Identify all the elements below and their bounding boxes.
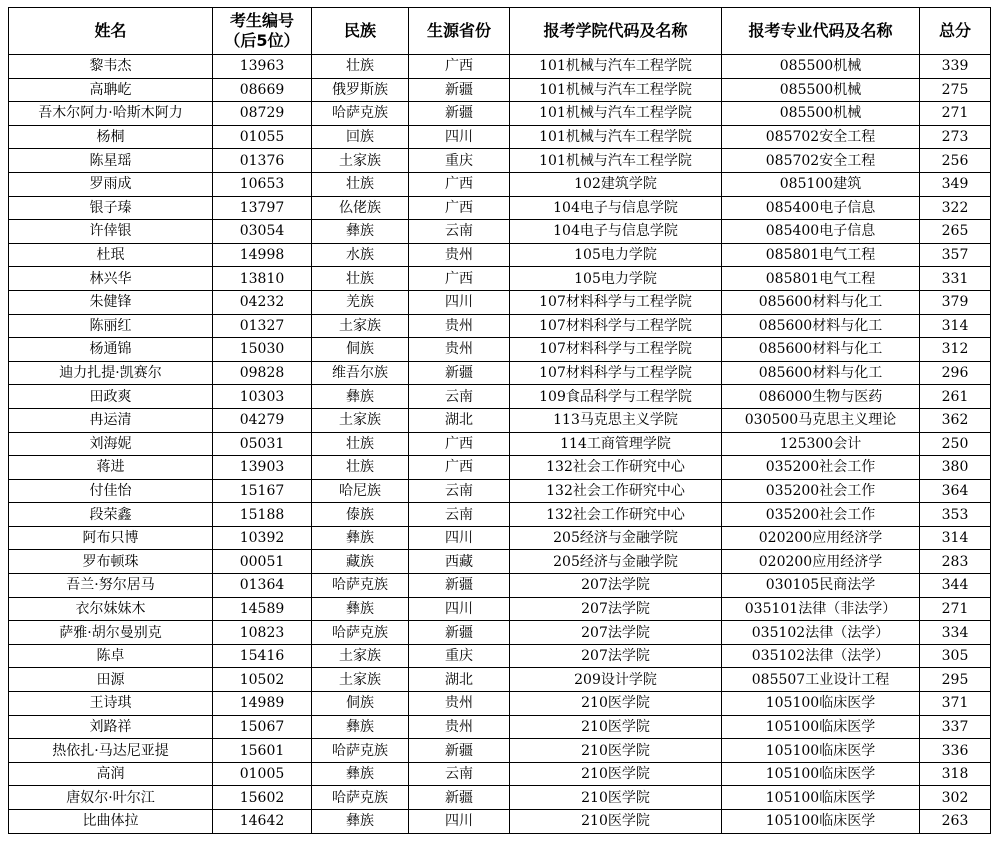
cell-ethnicity: 哈萨克族 [312,621,409,645]
cell-exam-number: 09828 [213,361,312,385]
cell-exam-number: 10392 [213,526,312,550]
cell-name: 高聃屹 [9,78,213,102]
cell-name: 陈星瑶 [9,149,213,173]
cell-score: 379 [920,290,991,314]
cell-exam-number: 08669 [213,78,312,102]
table-row [9,408,991,432]
table-row [9,125,991,149]
cell-exam-number: 15601 [213,739,312,763]
cell-major: 105100临床医学 [722,692,920,716]
cell-name: 阿布只博 [9,526,213,550]
table-row [9,786,991,810]
table-row [9,196,991,220]
cell-province: 云南 [409,762,510,786]
cell-score: 334 [920,621,991,645]
cell-exam-number: 05031 [213,432,312,456]
table-row [9,762,991,786]
cell-ethnicity: 回族 [312,125,409,149]
cell-province: 广西 [409,172,510,196]
cell-name: 段荣鑫 [9,503,213,527]
cell-major: 085500机械 [722,55,920,79]
cell-name: 林兴华 [9,267,213,291]
cell-college: 102建筑学院 [510,172,722,196]
table-row [9,597,991,621]
table-row [9,810,991,834]
cell-ethnicity: 壮族 [312,432,409,456]
cell-ethnicity: 土家族 [312,668,409,692]
cell-province: 四川 [409,125,510,149]
cell-name: 比曲体拉 [9,810,213,834]
cell-major: 105100临床医学 [722,715,920,739]
cell-name: 杜珉 [9,243,213,267]
cell-name: 田源 [9,668,213,692]
cell-ethnicity: 彝族 [312,597,409,621]
table-row [9,668,991,692]
cell-exam-number: 01327 [213,314,312,338]
cell-name: 吾兰·努尔居马 [9,574,213,598]
cell-exam-number: 15067 [213,715,312,739]
cell-ethnicity: 藏族 [312,550,409,574]
table-row [9,692,991,716]
cell-exam-number: 08729 [213,102,312,126]
cell-major: 020200应用经济学 [722,550,920,574]
table-row [9,456,991,480]
cell-ethnicity: 壮族 [312,172,409,196]
cell-exam-number: 04279 [213,408,312,432]
cell-name: 刘路祥 [9,715,213,739]
table-row [9,172,991,196]
cell-name: 黎韦杰 [9,55,213,79]
cell-major: 085801电气工程 [722,243,920,267]
cell-name: 杨通锦 [9,338,213,362]
table-header-row [9,8,991,55]
table-row [9,78,991,102]
header-name: 姓名 [9,8,213,55]
cell-province: 新疆 [409,361,510,385]
cell-score: 353 [920,503,991,527]
cell-major: 030500马克思主义理论 [722,408,920,432]
cell-score: 314 [920,314,991,338]
cell-province: 贵州 [409,692,510,716]
cell-exam-number: 15602 [213,786,312,810]
cell-ethnicity: 哈萨克族 [312,574,409,598]
table-row [9,149,991,173]
cell-major: 085600材料与化工 [722,361,920,385]
cell-name: 萨雅·胡尔曼别克 [9,621,213,645]
cell-exam-number: 14989 [213,692,312,716]
cell-ethnicity: 彝族 [312,526,409,550]
cell-major: 030105民商法学 [722,574,920,598]
table-row [9,385,991,409]
cell-college: 107材料科学与工程学院 [510,290,722,314]
cell-name: 银子瑧 [9,196,213,220]
cell-score: 295 [920,668,991,692]
cell-college: 113马克思主义学院 [510,408,722,432]
cell-province: 广西 [409,196,510,220]
cell-college: 101机械与汽车工程学院 [510,125,722,149]
cell-province: 云南 [409,503,510,527]
cell-major: 085600材料与化工 [722,338,920,362]
cell-score: 339 [920,55,991,79]
cell-exam-number: 04232 [213,290,312,314]
cell-major: 085507工业设计工程 [722,668,920,692]
cell-name: 付佳怡 [9,479,213,503]
admission-list-table [8,7,991,834]
cell-exam-number: 14642 [213,810,312,834]
cell-score: 314 [920,526,991,550]
cell-name: 唐奴尔·叶尔江 [9,786,213,810]
cell-exam-number: 15030 [213,338,312,362]
table-body [9,55,991,834]
cell-exam-number: 10502 [213,668,312,692]
cell-score: 265 [920,220,991,244]
cell-ethnicity: 壮族 [312,267,409,291]
cell-province: 西藏 [409,550,510,574]
cell-province: 广西 [409,55,510,79]
cell-exam-number: 01364 [213,574,312,598]
cell-exam-number: 13797 [213,196,312,220]
table-row [9,361,991,385]
cell-college: 210医学院 [510,762,722,786]
cell-major: 085600材料与化工 [722,290,920,314]
cell-score: 331 [920,267,991,291]
cell-name: 刘海妮 [9,432,213,456]
table-row [9,644,991,668]
table-row [9,338,991,362]
admission-table-container [8,7,991,834]
header-ethnicity: 民族 [312,8,409,55]
cell-college: 101机械与汽车工程学院 [510,78,722,102]
cell-ethnicity: 彝族 [312,220,409,244]
cell-ethnicity: 土家族 [312,314,409,338]
header-college: 报考学院代码及名称 [510,8,722,55]
cell-province: 广西 [409,267,510,291]
cell-score: 283 [920,550,991,574]
header-major: 报考专业代码及名称 [722,8,920,55]
cell-major: 085600材料与化工 [722,314,920,338]
cell-score: 344 [920,574,991,598]
cell-score: 364 [920,479,991,503]
cell-score: 271 [920,597,991,621]
cell-exam-number: 01005 [213,762,312,786]
table-row [9,432,991,456]
cell-major: 105100临床医学 [722,786,920,810]
cell-college: 105电力学院 [510,243,722,267]
cell-college: 101机械与汽车工程学院 [510,102,722,126]
cell-name: 陈卓 [9,644,213,668]
cell-score: 302 [920,786,991,810]
cell-college: 210医学院 [510,739,722,763]
cell-ethnicity: 壮族 [312,456,409,480]
cell-province: 贵州 [409,715,510,739]
cell-name: 罗雨成 [9,172,213,196]
cell-name: 罗布顿珠 [9,550,213,574]
cell-score: 305 [920,644,991,668]
cell-score: 337 [920,715,991,739]
cell-province: 四川 [409,526,510,550]
cell-college: 210医学院 [510,692,722,716]
cell-college: 207法学院 [510,621,722,645]
cell-ethnicity: 哈萨克族 [312,786,409,810]
cell-score: 312 [920,338,991,362]
cell-score: 322 [920,196,991,220]
cell-name: 高润 [9,762,213,786]
cell-college: 107材料科学与工程学院 [510,338,722,362]
cell-college: 109食品科学与工程学院 [510,385,722,409]
cell-college: 207法学院 [510,597,722,621]
cell-name: 杨桐 [9,125,213,149]
cell-major: 105100临床医学 [722,810,920,834]
cell-college: 210医学院 [510,810,722,834]
cell-province: 新疆 [409,739,510,763]
cell-exam-number: 01055 [213,125,312,149]
cell-exam-number: 13903 [213,456,312,480]
cell-ethnicity: 彝族 [312,715,409,739]
cell-score: 349 [920,172,991,196]
cell-ethnicity: 俄罗斯族 [312,78,409,102]
cell-major: 085400电子信息 [722,196,920,220]
cell-major: 085702安全工程 [722,149,920,173]
cell-ethnicity: 壮族 [312,55,409,79]
cell-name: 蒋进 [9,456,213,480]
cell-college: 132社会工作研究中心 [510,456,722,480]
cell-exam-number: 14589 [213,597,312,621]
cell-province: 四川 [409,810,510,834]
cell-college: 132社会工作研究中心 [510,479,722,503]
cell-name: 迪力扎提·凯赛尔 [9,361,213,385]
cell-ethnicity: 哈尼族 [312,479,409,503]
cell-college: 205经济与金融学院 [510,526,722,550]
cell-score: 380 [920,456,991,480]
cell-major: 086000生物与医药 [722,385,920,409]
cell-ethnicity: 土家族 [312,644,409,668]
cell-major: 085100建筑 [722,172,920,196]
cell-major: 085500机械 [722,102,920,126]
cell-score: 250 [920,432,991,456]
table-row [9,243,991,267]
cell-province: 广西 [409,456,510,480]
cell-score: 271 [920,102,991,126]
cell-college: 107材料科学与工程学院 [510,361,722,385]
cell-province: 广西 [409,432,510,456]
cell-province: 云南 [409,479,510,503]
table-row [9,574,991,598]
table-row [9,314,991,338]
cell-score: 362 [920,408,991,432]
table-row [9,550,991,574]
table-row [9,55,991,79]
cell-exam-number: 15167 [213,479,312,503]
cell-ethnicity: 仫佬族 [312,196,409,220]
table-row [9,621,991,645]
cell-name: 冉运清 [9,408,213,432]
cell-exam-number: 03054 [213,220,312,244]
cell-province: 重庆 [409,149,510,173]
cell-province: 云南 [409,220,510,244]
table-row [9,102,991,126]
table-row [9,267,991,291]
cell-exam-number: 14998 [213,243,312,267]
cell-exam-number: 13963 [213,55,312,79]
cell-major: 035102法律（法学） [722,644,920,668]
cell-college: 207法学院 [510,574,722,598]
cell-score: 273 [920,125,991,149]
cell-college: 107材料科学与工程学院 [510,314,722,338]
cell-major: 035101法律（非法学） [722,597,920,621]
cell-province: 新疆 [409,78,510,102]
cell-college: 209设计学院 [510,668,722,692]
cell-exam-number: 13810 [213,267,312,291]
cell-name: 陈丽红 [9,314,213,338]
cell-score: 261 [920,385,991,409]
cell-score: 318 [920,762,991,786]
cell-name: 热依扎·马达尼亚提 [9,739,213,763]
cell-ethnicity: 彝族 [312,810,409,834]
cell-ethnicity: 侗族 [312,692,409,716]
header-exam-number-line1: 考生编号 [229,11,294,30]
cell-ethnicity: 傣族 [312,503,409,527]
cell-major: 035200社会工作 [722,479,920,503]
cell-college: 114工商管理学院 [510,432,722,456]
cell-college: 205经济与金融学院 [510,550,722,574]
cell-province: 新疆 [409,786,510,810]
cell-province: 新疆 [409,621,510,645]
table-row [9,739,991,763]
cell-province: 四川 [409,597,510,621]
cell-province: 新疆 [409,102,510,126]
cell-exam-number: 15416 [213,644,312,668]
cell-ethnicity: 羌族 [312,290,409,314]
cell-score: 256 [920,149,991,173]
cell-major: 085400电子信息 [722,220,920,244]
cell-name: 朱健锋 [9,290,213,314]
header-score: 总分 [920,8,991,55]
cell-college: 101机械与汽车工程学院 [510,55,722,79]
header-exam-number [213,8,312,55]
cell-major: 035102法律（法学） [722,621,920,645]
cell-province: 贵州 [409,243,510,267]
cell-ethnicity: 彝族 [312,762,409,786]
cell-major: 085801电气工程 [722,267,920,291]
cell-province: 云南 [409,385,510,409]
cell-exam-number: 00051 [213,550,312,574]
cell-score: 296 [920,361,991,385]
cell-province: 重庆 [409,644,510,668]
cell-exam-number: 15188 [213,503,312,527]
table-row [9,290,991,314]
cell-province: 贵州 [409,314,510,338]
cell-province: 四川 [409,290,510,314]
table-row [9,479,991,503]
cell-name: 衣尔妹妹木 [9,597,213,621]
cell-major: 105100临床医学 [722,739,920,763]
cell-score: 357 [920,243,991,267]
cell-ethnicity: 土家族 [312,408,409,432]
cell-college: 101机械与汽车工程学院 [510,149,722,173]
cell-score: 263 [920,810,991,834]
cell-major: 125300会计 [722,432,920,456]
cell-province: 湖北 [409,408,510,432]
cell-college: 104电子与信息学院 [510,220,722,244]
table-row [9,526,991,550]
table-row [9,715,991,739]
cell-name: 许倖银 [9,220,213,244]
cell-score: 275 [920,78,991,102]
cell-exam-number: 10823 [213,621,312,645]
cell-ethnicity: 土家族 [312,149,409,173]
cell-province: 湖北 [409,668,510,692]
cell-ethnicity: 水族 [312,243,409,267]
cell-major: 105100临床医学 [722,762,920,786]
cell-province: 新疆 [409,574,510,598]
cell-ethnicity: 哈萨克族 [312,102,409,126]
cell-major: 085500机械 [722,78,920,102]
table-row [9,503,991,527]
cell-college: 207法学院 [510,644,722,668]
header-exam-number-line2: （后5位） [224,31,300,50]
cell-college: 210医学院 [510,715,722,739]
cell-major: 035200社会工作 [722,456,920,480]
cell-name: 王诗琪 [9,692,213,716]
cell-name: 田政爽 [9,385,213,409]
cell-major: 035200社会工作 [722,503,920,527]
table-row [9,220,991,244]
cell-exam-number: 10653 [213,172,312,196]
cell-ethnicity: 维吾尔族 [312,361,409,385]
cell-college: 210医学院 [510,786,722,810]
header-province: 生源省份 [409,8,510,55]
cell-score: 336 [920,739,991,763]
cell-ethnicity: 侗族 [312,338,409,362]
cell-ethnicity: 哈萨克族 [312,739,409,763]
cell-major: 020200应用经济学 [722,526,920,550]
cell-college: 105电力学院 [510,267,722,291]
cell-score: 371 [920,692,991,716]
cell-college: 104电子与信息学院 [510,196,722,220]
cell-exam-number: 10303 [213,385,312,409]
cell-ethnicity: 彝族 [312,385,409,409]
cell-exam-number: 01376 [213,149,312,173]
cell-name: 吾木尔阿力·哈斯木阿力 [9,102,213,126]
cell-province: 贵州 [409,338,510,362]
cell-college: 132社会工作研究中心 [510,503,722,527]
cell-major: 085702安全工程 [722,125,920,149]
